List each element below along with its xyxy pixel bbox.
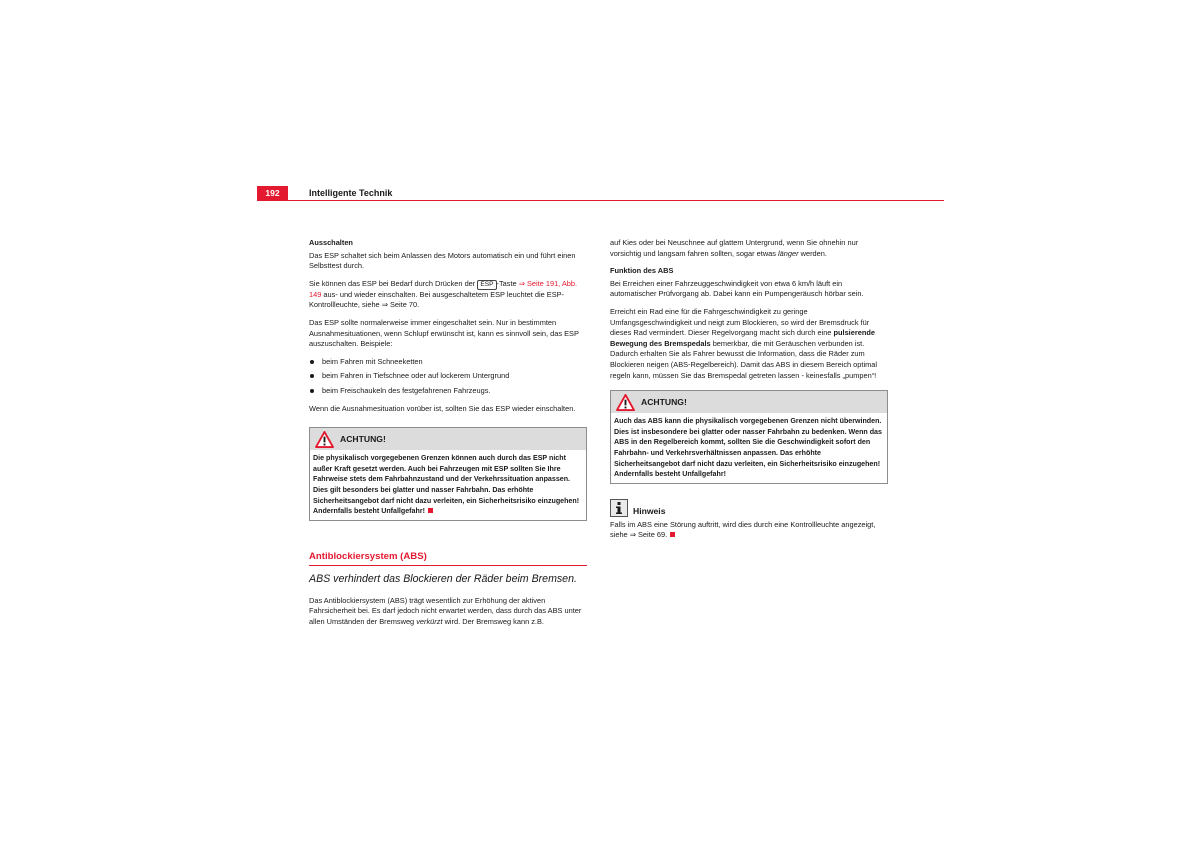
text-run: wird. Der Bremsweg kann z.B.	[442, 616, 544, 626]
bullet-icon	[310, 374, 314, 378]
list-item	[309, 357, 587, 368]
warning-triangle-icon	[616, 394, 635, 411]
emphasis-text: verkürzt	[416, 616, 443, 626]
header-rule	[257, 200, 944, 201]
funktion-heading: Funktion des ABS	[610, 266, 674, 276]
list-item	[309, 386, 587, 397]
list-item-text: beim Fahren mit Schneeketten	[322, 356, 423, 366]
note-title: Hinweis	[633, 505, 666, 516]
text-run: auf Kies oder bei Neuschnee auf glattem Untergrund, wenn Sie ohnehin nur vorsichtig und langsam fahren sollten, sogar etwas	[610, 238, 859, 258]
text-run: Sie können das ESP bei Bedarf durch Drücken der	[309, 278, 478, 288]
chapter-title: Intelligente Technik	[309, 188, 393, 198]
ausschalten-paragraph-1: Das ESP schaltet sich beim Anlassen des Motors automatisch ein und führt einen Selbsttest durch.	[309, 250, 576, 271]
list-item-text: beim Freischaukeln des festgefahrenen Fahrzeugs.	[322, 385, 491, 395]
warning-title: ACHTUNG!	[641, 396, 687, 407]
warning-text: Die physikalisch vorgegebenen Grenzen können auch durch das ESP nicht außer Kraft gesetzt werden. Auch bei Fahrzeugen mit ESP sollten Sie Ihre Fahrweise stets dem Fahrbahnzustand und der Verkehrssituation anpassen. Dies gilt besonders bei glatter und nasser Fahrbahn. Das erhöhte Sicherheitsangebot darf nicht dazu verleiten, ein Sicherheitsrisiko einzugehen! Andernfalls besteht Unfallgefahr!	[313, 454, 580, 516]
end-marker-icon	[670, 532, 675, 537]
funktion-paragraph-1: Bei Erreichen einer Fahrzeuggeschwindigkeit von etwa 6 km/h läuft ein automatischer Prüfvorgang ab. Dabei kann ein Pumpengeräusch hörbar sein.	[610, 278, 864, 299]
text-run: -Taste	[496, 278, 519, 288]
section-heading-abs: Antiblockiersystem (ABS)	[309, 550, 427, 562]
warning-triangle-icon	[315, 431, 334, 448]
text-run: aus- und wieder einschalten. Bei ausgeschaltetem ESP leuchtet die ESP-Kontrollleuchte, siehe ⇒ Seite 70.	[309, 289, 565, 310]
ausschalten-paragraph-4: Wenn die Ausnahmesituation vorüber ist, sollten Sie das ESP wieder einschalten.	[309, 403, 576, 413]
list-item-text: beim Fahren in Tiefschnee oder auf lockerem Untergrund	[322, 371, 510, 381]
emphasis-text: länger	[778, 248, 799, 258]
bullet-icon	[310, 360, 314, 364]
text-run: bemerkbar, die mit Geräuschen verbunden ist. Dadurch erhalten Sie als Fahrer bewusst die Information, dass die Räder zum Blockieren neigen (ABS-Regelbereich). Damit das ABS in diesem Bereich optimal regeln kann, müssen Sie das Bremspedal getreten lassen - keinesfalls „pumpen“!	[610, 338, 878, 380]
funktion-paragraph-2	[610, 307, 888, 381]
warning-box-abs	[610, 390, 888, 484]
continuation-paragraph	[610, 238, 888, 259]
warning-body: Auch das ABS kann die physikalisch vorgegebenen Grenzen nicht überwinden. Dies ist insbesondere bei glatter oder nasser Fahrbahn zu bedenken. Wenn das ABS in den Regelbereich kommt, sollten Sie die Geschwindigkeit sofort den Fahrbahn- und Verkehrsverhältnissen anpassen. Das erhöhte Sicherheitsangebot darf nicht dazu verleiten, ein Sicherheitsrisiko einzugehen! Andernfalls besteht Unfallgefahr!	[614, 417, 882, 479]
ausschalten-paragraph-3: Das ESP sollte normalerweise immer eingeschaltet sein. Nur in bestimmten Ausnahmesituationen, wenn Schlupf erwünscht ist, kann es sinnvoll sein, das ESP auszuschalten. Beispiele:	[309, 317, 579, 349]
text-run: werden.	[798, 248, 827, 258]
page-number: 192	[257, 186, 288, 200]
left-column	[309, 238, 587, 634]
examples-list	[309, 357, 587, 397]
section-rule	[309, 565, 587, 566]
ausschalten-heading: Ausschalten	[309, 238, 353, 247]
note-text: Falls im ABS eine Störung auftritt, wird dies durch eine Kontrollleuchte angezeigt, siehe ⇒ Seite 69.	[610, 519, 876, 540]
end-marker-icon	[428, 508, 433, 513]
warning-title: ACHTUNG!	[340, 433, 386, 444]
warning-header	[611, 391, 887, 413]
right-column	[610, 238, 888, 548]
page-link-191[interactable]: ⇒ Seite 191, Abb. 149	[309, 278, 578, 299]
note-body	[610, 520, 888, 541]
warning-header	[310, 428, 586, 450]
info-icon	[610, 499, 628, 517]
text-run: Das Antiblockiersystem (ABS) trägt wesentlich zur Erhöhung der aktiven Fahrsicherheit bei. Es darf jedoch nicht erwartet werden, dass durch das ABS unter allen Umständen der Bremsweg	[309, 595, 582, 626]
list-item	[309, 371, 587, 382]
warning-body	[310, 450, 586, 520]
bold-text: pulsierende Bewegung des Bremspedals	[610, 328, 875, 348]
ausschalten-paragraph-2	[309, 279, 587, 311]
bullet-icon	[310, 389, 314, 393]
text-run: Erreicht ein Rad eine für die Fahrgeschwindigkeit zu geringe Umfangsgeschwindigkeit und neigt zum Blockieren, so wird der Bremsdruck für dieses Rad vermindert. Dieser Regelvorgang macht sich durch eine	[610, 306, 870, 338]
warning-box-esp	[309, 427, 587, 521]
note-header	[610, 499, 888, 517]
esp-key-icon: ESP	[477, 280, 496, 290]
abs-paragraph-1	[309, 596, 587, 628]
section-subheading: ABS verhindert das Blockieren der Räder beim Bremsen.	[309, 572, 577, 585]
